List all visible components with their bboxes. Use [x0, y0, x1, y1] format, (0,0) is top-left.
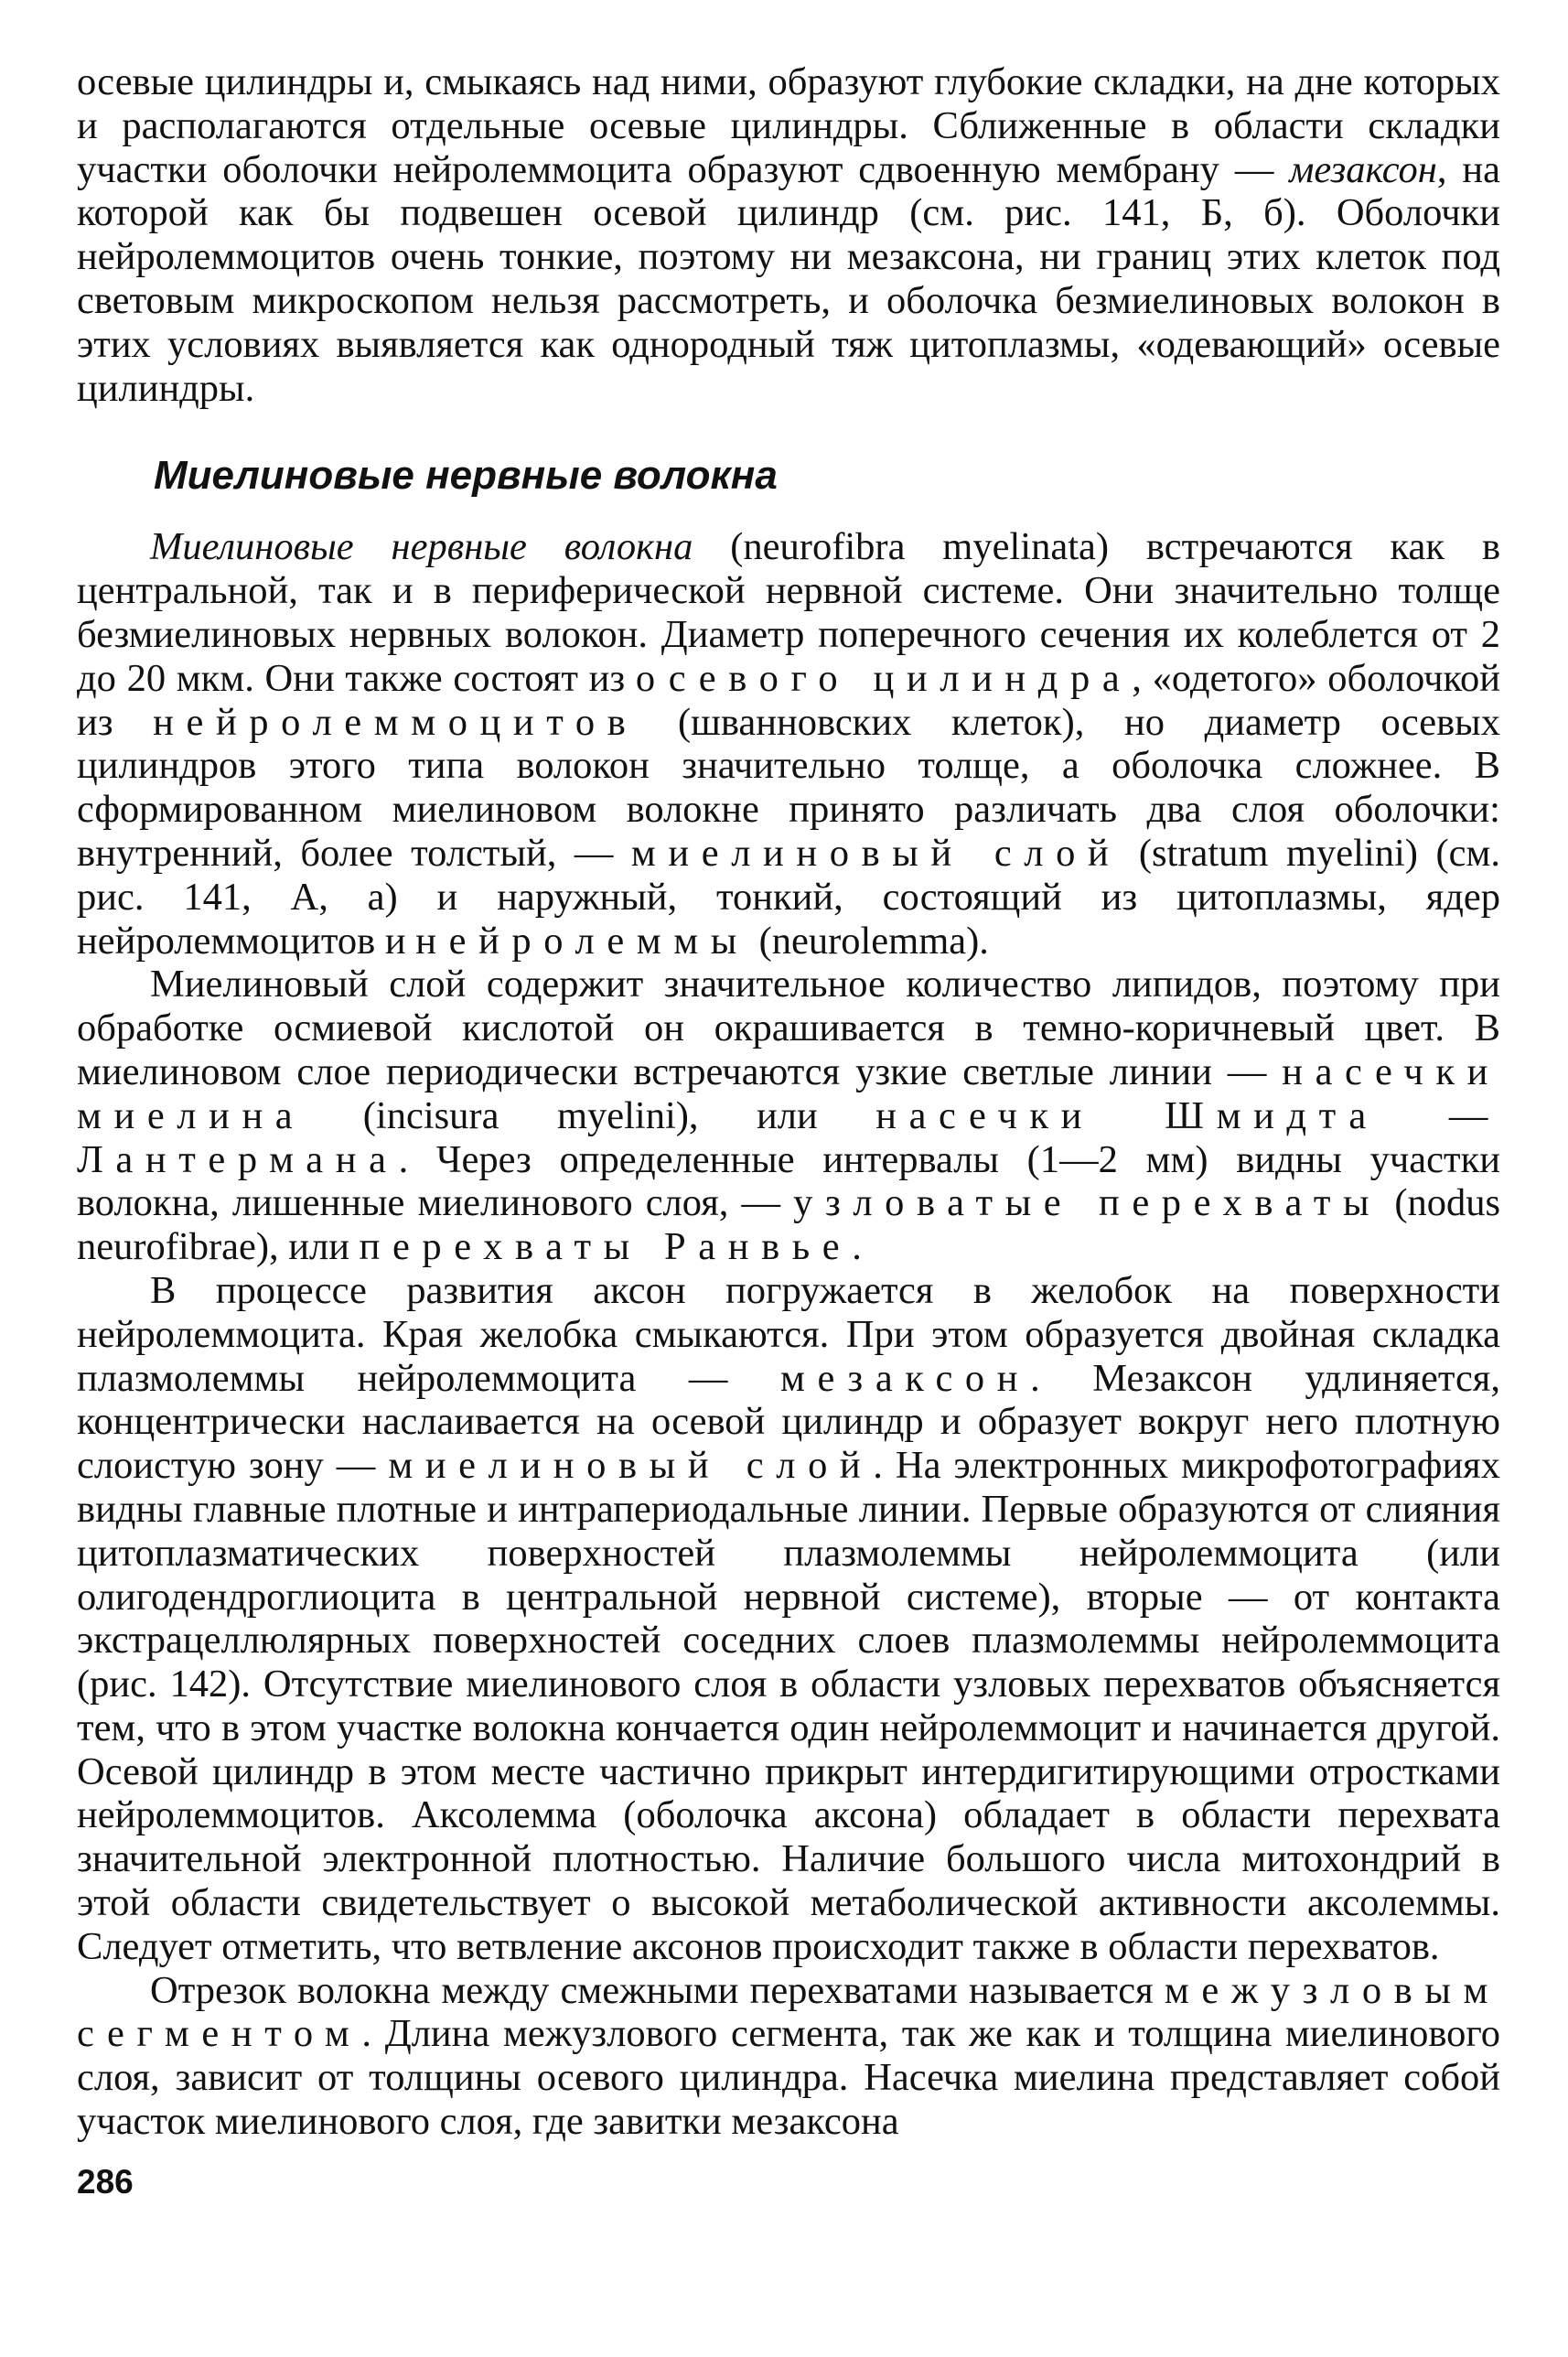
term-neurolemmocytes: нейролеммоцитов: [153, 700, 639, 744]
term-myelinated-fibers: Миелиновые нервные волокна: [150, 525, 693, 569]
term-nodal-intervals: узловатые перехваты: [793, 1181, 1382, 1225]
term-mesaxon-spaced: мезаксон: [779, 1356, 1031, 1400]
page-body: [77, 60, 1500, 2144]
term-schmidt-lanterman: насечки Шмидта — Лантермана: [77, 1093, 1500, 1181]
paragraph-development: В процессе развития аксон погружается в желобок на поверхности нейролеммоцита. Края желобка смыкаются. При этом образуется двойная складка плазмолеммы нейролеммоцита — мезаксон. Мезаксон удлиняется, концентрически наслаивается на осевой цилиндр и образует вокруг него плотную слоистую зону — миелиновый слой. На электронных микрофотографиях видны главные плотные и интрапериодальные линии. Первые образуются от слияния цитоплазматических поверхностей плазмолеммы нейролеммоцита (или олигодендроглиоцита в центральной нервной системе), вторые — от контакта экстрацеллюлярных поверхностей соседних слоев плазмолеммы нейролеммоцита (рис. 142). Отсутствие миелинового слоя в области узловых перехватов объясняется тем, что в этом участке волокна кончается один нейролеммоцит и начинается другой. Осевой цилиндр в этом месте частично прикрыт интердигитирующими отростками нейролеммоцитов. Аксолемма (оболочка аксона) обладает в области перехвата значительной электронной плотностью. Наличие большого числа митохондрий в этой области свидетельствует о высокой метаболической активности аксолеммы. Следует отметить, что ветвление аксонов происходит также в области перехватов.: [77, 1268, 1500, 1968]
term-myelin-incisures: насечки миелина: [77, 1049, 1500, 1137]
section-heading: Миелиновые нервные волокна: [154, 453, 778, 499]
term-mesaxon: мезаксон: [1289, 147, 1437, 191]
paragraph-internodal-segment: Отрезок волокна между смежными перехватами называется межузловым сегментом. Длина межузлового сегмента, так же как и толщина миелинового слоя, зависит от толщины осевого цилиндра. Насечка миелина представляет собой участок миелинового слоя, где завитки мезаксона: [77, 1968, 1500, 2144]
paragraph-continuation: осевые цилиндры и, смыкаясь над ними, образуют глубокие складки, на дне которых и располагаются отдельные осевые цилиндры. Сближенные в области складки участки оболочки нейролеммоцита образуют сдвоенную мембрану — мезаксон, на которой как бы подвешен осевой цилиндр (см. рис. 141, Б, б). Оболочки нейролеммоцитов очень тонкие, поэтому ни мезаксона, ни границ этих клеток под световым микроскопом нельзя рассмотреть, и оболочка безмиелиновых волокон в этих условиях выявляется как однородный тяж цитоплазмы, «одевающий» осевые цилиндры.: [77, 60, 1500, 410]
term-neurolemma: нейролеммы: [415, 919, 749, 963]
term-axial-cylinder: осевого цилиндра: [635, 656, 1133, 700]
paragraph-myelin-layer: Миелиновый слой содержит значительное количество липидов, поэтому при обработке осмиевой кислотой он окрашивается в темно-коричневый цвет. В миелиновом слое периодически встречаются узкие светлые линии — насечки миелина (incisura myelini), или насечки Шмидта — Лантермана. Через определенные интервалы (1—2 мм) видны участки волокна, лишенные миелинового слоя, — узловатые перехваты (nodus neurofibrae), или перехваты Ранвье.: [77, 963, 1501, 1269]
term-nodes-of-ranvier: перехваты Ранвье: [359, 1225, 853, 1269]
paragraph-myelinated-fibers: Миелиновые нервные волокна (neurofibra myelinata) встречаются как в центральной, так и в периферической нервной системе. Они значительно толще безмиелиновых нервных волокон. Диаметр поперечного сечения их колеблется от 2 до 20 мкм. Они также состоят из осевого цилиндра, «одетого» оболочкой из нейролеммоцитов (шванновских клеток), но диаметр осевых цилиндров этого типа волокон значительно толще, а оболочка сложнее. В сформированном миелиновом волокне принято различать два слоя оболочки: внутренний, более толстый, — миелиновый слой (stratum myelini) (см. рис. 141, А, а) и наружный, тонкий, состоящий из цитоплазмы, ядер нейролеммоцитов и нейролеммы (neurolemma).: [77, 525, 1501, 963]
term-myelin-layer-2: миелиновый слой: [388, 1444, 874, 1488]
term-myelin-layer: миелиновый слой: [630, 831, 1122, 875]
page-number: 286: [77, 2163, 134, 2201]
term-internodal-segment: межузловым сегментом: [77, 1968, 1500, 2056]
